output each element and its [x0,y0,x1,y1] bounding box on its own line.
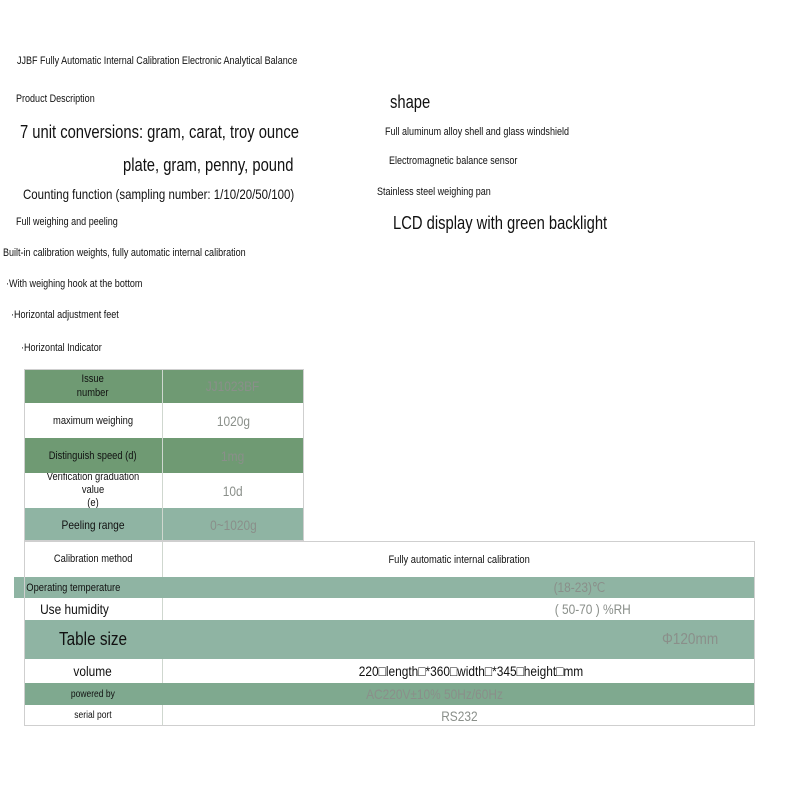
feature-line: plate, gram, penny, pound [123,155,294,175]
spec-value-serial-port: RS232 [162,705,755,726]
spec-label-volume: volume [24,659,162,683]
spec-value-calibration-method: Fully automatic internal calibration [162,541,755,577]
spec-label-use-humidity: Use humidity [24,598,162,620]
spec-label-operating-temperature: Operating temperature [14,577,162,598]
spec-value-volume: 220□length□*360□width□*345□height□mm [162,659,755,683]
product-description-label: Product Description [16,93,95,105]
shape-feature: LCD display with green backlight [393,213,608,233]
spec-value-verification-graduation: 10d [162,473,303,508]
shape-feature: Stainless steel weighing pan [377,186,491,198]
spec-label-issue-number: Issue number [24,369,162,403]
shape-feature: Electromagnetic balance sensor [389,155,518,167]
spec-label-table-size: Table size [24,620,162,659]
spec-value-use-humidity: ( 50-70 ) %RH [162,598,755,620]
shape-feature: Full aluminum alloy shell and glass windshield [385,126,570,138]
spec-value-distinguish-speed: 1mg [162,438,303,473]
spec-label-powered-by: powered by [24,683,162,705]
spec-value-issue-number: JJ1023BF [162,369,303,403]
feature-line: ·With weighing hook at the bottom [6,278,143,290]
page-title: JJBF Fully Automatic Internal Calibration Electronic Analytical Balance [17,55,298,67]
feature-line: Built-in calibration weights, fully automatic internal calibration [3,247,246,259]
feature-line: Full weighing and peeling [16,216,118,228]
spec-value-operating-temperature: (18-23)℃ [162,577,755,598]
shape-heading: shape [390,92,431,112]
spec-value-powered-by: AC220V±10% 50Hz/60Hz [162,683,755,705]
spec-label-distinguish-speed: Distinguish speed (d) [24,438,162,473]
spec-label-maximum-weighing: maximum weighing [24,403,162,438]
spec-label-serial-port: serial port [24,705,162,726]
spec-value-peeling-range: 0~1020g [162,508,303,541]
spec-value-maximum-weighing: 1020g [162,403,303,438]
spec-value-table-size: Φ120mm [162,620,755,659]
feature-line: 7 unit conversions: gram, carat, troy ounce [20,122,299,142]
feature-line: Counting function (sampling number: 1/10/20/50/100) [23,186,295,202]
spec-label-verification-graduation: Verification graduation value (e) [24,473,162,508]
spec-label-peeling-range: Peeling range [24,508,162,541]
feature-line: ·Horizontal adjustment feet [11,309,119,321]
spec-label-calibration-method: Calibration method [24,541,162,577]
feature-line: ·Horizontal Indicator [21,342,102,354]
